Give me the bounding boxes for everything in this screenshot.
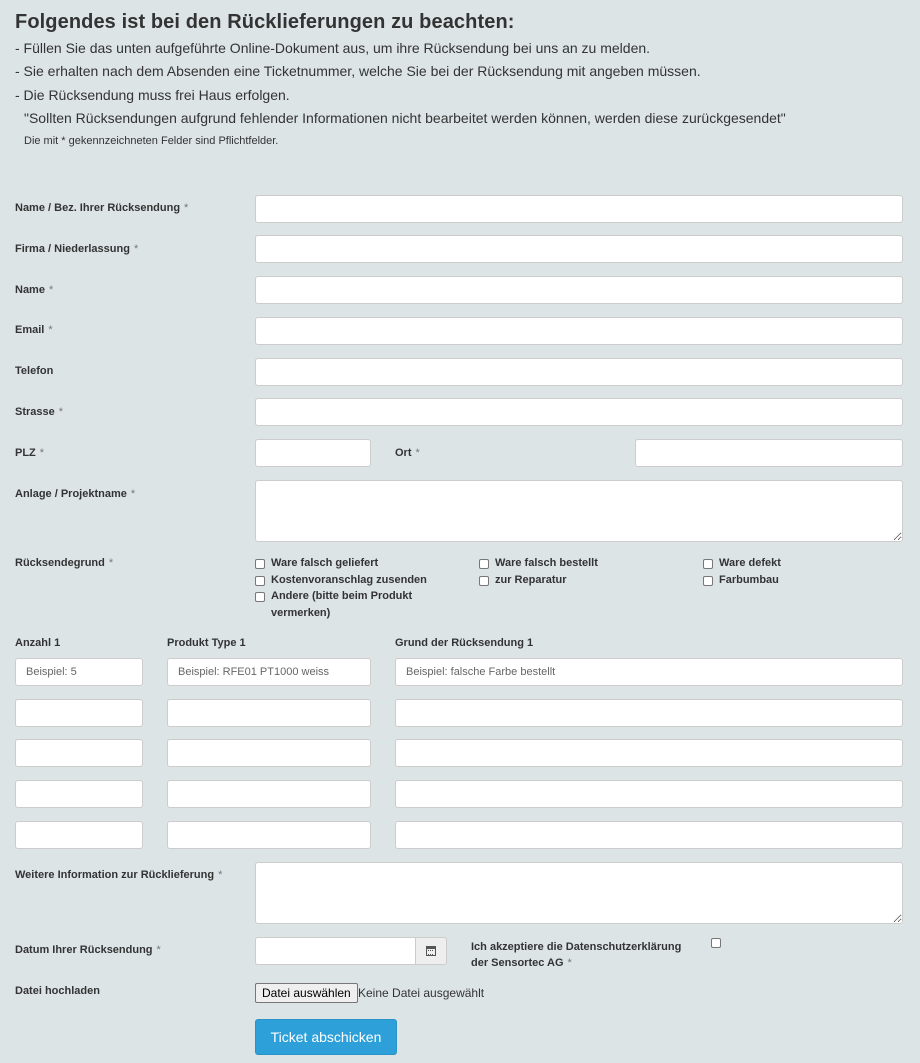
required-marker: * bbox=[130, 488, 136, 500]
name-label: Name * bbox=[15, 284, 54, 296]
reason-input-5[interactable] bbox=[395, 821, 903, 849]
required-marker: * bbox=[184, 202, 189, 214]
type-input-5[interactable] bbox=[167, 821, 371, 849]
reason-option-defect[interactable] bbox=[703, 555, 781, 572]
checkbox[interactable] bbox=[255, 592, 265, 602]
return-name-input[interactable] bbox=[255, 195, 903, 223]
required-marker: * bbox=[48, 284, 54, 296]
checkbox[interactable] bbox=[479, 559, 489, 569]
phone-label: Telefon bbox=[15, 365, 54, 377]
qty-input-4[interactable] bbox=[15, 780, 143, 808]
reason-header: Grund der Rücksendung 1 bbox=[395, 637, 534, 649]
reason-option-color-change[interactable] bbox=[703, 572, 779, 589]
type-input-3[interactable] bbox=[167, 739, 371, 767]
submit-ticket-button[interactable]: Ticket abschicken bbox=[255, 1019, 397, 1055]
calendar-icon bbox=[426, 946, 436, 956]
project-label: Anlage / Projektname * bbox=[15, 488, 136, 500]
reason-label: Rücksendegrund * bbox=[15, 557, 114, 569]
checkbox[interactable] bbox=[703, 576, 713, 586]
option-label: Farbumbau bbox=[719, 574, 779, 586]
city-label: Ort * bbox=[395, 447, 420, 459]
required-marker: * bbox=[133, 243, 139, 255]
reason-input-3[interactable] bbox=[395, 739, 903, 767]
intro-line-1: - Füllen Sie das unten aufgeführte Online-Dokument aus, um ihre Rücksendung bei uns an zu melden. bbox=[15, 40, 651, 56]
reason-option-wrong-delivery[interactable] bbox=[255, 555, 378, 572]
street-input[interactable] bbox=[255, 398, 903, 426]
company-label: Firma / Niederlassung * bbox=[15, 243, 139, 255]
option-label: Andere (bitte beim Produkt vermerken) bbox=[271, 590, 413, 619]
option-label: Kostenvoranschlag zusenden bbox=[271, 574, 427, 586]
return-name-label: Name / Bez. Ihrer Rücksendung * bbox=[15, 202, 189, 214]
qty-input-1[interactable] bbox=[15, 658, 143, 686]
required-marker: * bbox=[39, 447, 45, 459]
privacy-checkbox[interactable] bbox=[711, 938, 721, 948]
upload-label: Datei hochladen bbox=[15, 985, 100, 997]
zip-label: PLZ * bbox=[15, 447, 45, 459]
checkbox[interactable] bbox=[255, 559, 265, 569]
type-input-4[interactable] bbox=[167, 780, 371, 808]
option-label: zur Reparatur bbox=[495, 574, 567, 586]
name-input[interactable] bbox=[255, 276, 903, 304]
date-picker-button[interactable] bbox=[415, 937, 447, 965]
required-marker: * bbox=[415, 447, 420, 459]
zip-input[interactable] bbox=[255, 439, 371, 467]
required-marker: * bbox=[567, 957, 572, 969]
checkbox[interactable] bbox=[479, 576, 489, 586]
required-marker: * bbox=[108, 557, 114, 569]
reason-option-other[interactable] bbox=[255, 588, 445, 622]
email-label: Email * bbox=[15, 324, 53, 336]
required-marker: * bbox=[58, 406, 64, 418]
qty-input-2[interactable] bbox=[15, 699, 143, 727]
option-label: Ware falsch geliefert bbox=[271, 557, 379, 569]
additional-info-label: Weitere Information zur Rücklieferung * bbox=[15, 869, 223, 881]
choose-file-button[interactable]: Datei auswählen bbox=[255, 983, 358, 1003]
project-textarea[interactable] bbox=[255, 480, 903, 542]
intro-line-3: - Die Rücksendung muss frei Haus erfolgen. bbox=[15, 87, 290, 103]
phone-input[interactable] bbox=[255, 358, 903, 386]
email-input[interactable] bbox=[255, 317, 903, 345]
type-header: Produkt Type 1 bbox=[167, 637, 246, 649]
privacy-label: Ich akzeptiere die Datenschutzerklärung der Sensortec AG * bbox=[471, 941, 682, 969]
reason-input-2[interactable] bbox=[395, 699, 903, 727]
type-input-2[interactable] bbox=[167, 699, 371, 727]
qty-header: Anzahl 1 bbox=[15, 637, 61, 649]
street-label: Strasse * bbox=[15, 406, 64, 418]
required-marker: * bbox=[48, 324, 53, 336]
reason-input-4[interactable] bbox=[395, 780, 903, 808]
reason-input-1[interactable] bbox=[395, 658, 903, 686]
city-input[interactable] bbox=[635, 439, 903, 467]
additional-info-textarea[interactable] bbox=[255, 862, 903, 924]
required-note: Die mit * gekennzeichneten Felder sind Pflichtfelder. bbox=[24, 135, 279, 147]
required-marker: * bbox=[218, 869, 223, 881]
reason-option-wrong-order[interactable] bbox=[479, 555, 598, 572]
option-label: Ware falsch bestellt bbox=[495, 557, 598, 569]
date-label: Datum Ihrer Rücksendung * bbox=[15, 944, 161, 956]
intro-warning: "Sollten Rücksendungen aufgrund fehlender Informationen nicht bearbeitet werden können, werden diese zurückgesendet" bbox=[24, 110, 786, 126]
type-input-1[interactable] bbox=[167, 658, 371, 686]
file-status: Keine Datei ausgewählt bbox=[358, 986, 485, 1000]
checkbox[interactable] bbox=[703, 559, 713, 569]
reason-option-repair[interactable] bbox=[479, 572, 567, 589]
intro-line-2: - Sie erhalten nach dem Absenden eine Ticketnummer, welche Sie bei der Rücksendung mit angeben müssen. bbox=[15, 63, 701, 79]
qty-input-3[interactable] bbox=[15, 739, 143, 767]
checkbox[interactable] bbox=[255, 576, 265, 586]
date-input[interactable] bbox=[255, 937, 417, 965]
qty-input-5[interactable] bbox=[15, 821, 143, 849]
required-marker: * bbox=[156, 944, 161, 956]
reason-option-estimate[interactable] bbox=[255, 572, 427, 589]
company-input[interactable] bbox=[255, 235, 903, 263]
option-label: Ware defekt bbox=[719, 557, 781, 569]
page-title: Folgendes ist bei den Rücklieferungen zu beachten: bbox=[15, 11, 515, 33]
